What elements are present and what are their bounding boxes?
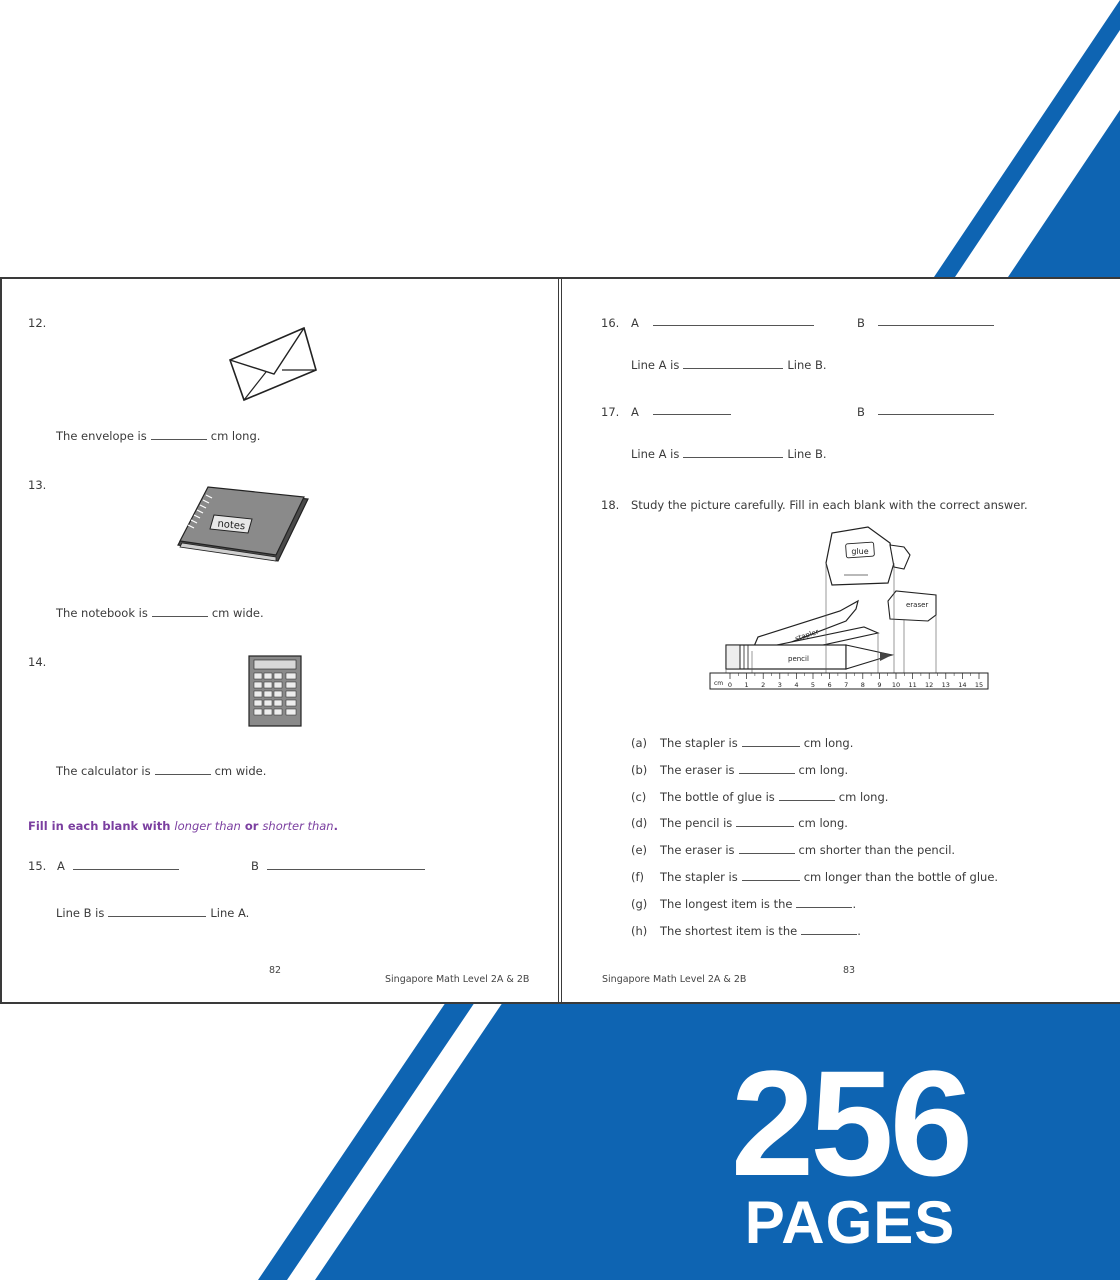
answer-label: (d) bbox=[631, 816, 648, 831]
page-count-number: 256 bbox=[730, 1039, 970, 1207]
q18-prompt: Study the picture carefully. Fill in each blank with the correct answer. bbox=[631, 498, 1028, 512]
q17-sentence bbox=[631, 447, 827, 461]
answer-label: (a) bbox=[631, 736, 648, 750]
ruler-tick-label: 4 bbox=[794, 681, 799, 689]
answer-text-a: The stapler is bbox=[660, 736, 738, 750]
answer-text-a: The bottle of glue is bbox=[660, 789, 775, 804]
q17-blank[interactable] bbox=[683, 448, 783, 458]
ruler-tick-label: 13 bbox=[941, 681, 950, 689]
answer-row bbox=[660, 736, 853, 750]
q15-line-b-label: B bbox=[251, 859, 259, 873]
q15-line-a-label: A bbox=[57, 859, 65, 873]
answer-blank[interactable] bbox=[739, 764, 795, 774]
ruler-tick-label: 5 bbox=[810, 681, 816, 689]
notebook-label: notes bbox=[216, 518, 246, 533]
q15-text-b: Line A. bbox=[210, 906, 250, 920]
question-number: 16. bbox=[601, 316, 620, 330]
answer-blank[interactable] bbox=[742, 737, 800, 747]
ruler-tick-label: 10 bbox=[891, 681, 901, 689]
question-number: 13. bbox=[28, 478, 47, 492]
left-page bbox=[0, 279, 559, 1002]
question-number: 12. bbox=[28, 316, 47, 330]
answer-text-b: cm longer than the bottle of glue. bbox=[803, 870, 999, 884]
ruler-tick-label: 2 bbox=[761, 681, 766, 689]
notebook-icon bbox=[174, 485, 310, 563]
instruction-text bbox=[28, 819, 338, 833]
ruler bbox=[710, 673, 988, 689]
instruction-part: or bbox=[240, 819, 263, 833]
q14-text-a: The calculator is bbox=[56, 764, 151, 778]
right-page bbox=[561, 279, 1120, 1002]
q16-line-b-label: B bbox=[857, 316, 865, 330]
q17-line-b-label: B bbox=[857, 405, 865, 419]
q12-sentence bbox=[56, 429, 260, 443]
q15-line-a bbox=[73, 869, 179, 870]
answer-label: (e) bbox=[631, 843, 648, 858]
q16-line-a bbox=[653, 325, 814, 326]
ruler-tick-label: 8 bbox=[860, 681, 865, 689]
ruler-tick-label: 9 bbox=[877, 681, 882, 689]
answer-blank[interactable] bbox=[739, 844, 795, 854]
ruler-tick-label: 1 bbox=[744, 681, 749, 689]
answer-label: (b) bbox=[631, 762, 648, 777]
answer-blank[interactable] bbox=[742, 871, 800, 881]
pencil-label: pencil bbox=[788, 655, 809, 663]
q12-blank[interactable] bbox=[151, 430, 207, 440]
q13-sentence bbox=[56, 606, 264, 620]
measurement-figure bbox=[708, 523, 992, 719]
question-number: 15. bbox=[28, 859, 47, 873]
q17-line-a-label: A bbox=[631, 405, 639, 419]
q15-blank[interactable] bbox=[108, 907, 206, 917]
calculator-icon bbox=[248, 655, 302, 727]
q15-sentence bbox=[56, 906, 249, 920]
pencil-icon bbox=[726, 645, 892, 669]
page-number: 83 bbox=[843, 965, 856, 976]
open-book-spread bbox=[0, 277, 1120, 1004]
answer-row bbox=[660, 816, 848, 830]
stapler-label: stapler bbox=[794, 627, 820, 643]
page-count-label: PAGES bbox=[744, 1189, 956, 1256]
question-number: 17. bbox=[601, 405, 620, 419]
page-number: 82 bbox=[269, 965, 282, 976]
instruction-shorter: shorter than bbox=[262, 819, 334, 833]
q15-line-b bbox=[267, 869, 425, 870]
q16-line-b bbox=[878, 325, 994, 326]
q16-sentence bbox=[631, 358, 827, 372]
q14-text-b: cm wide. bbox=[214, 764, 267, 778]
answer-label: (h) bbox=[631, 923, 648, 938]
instruction-longer: longer than bbox=[174, 819, 241, 833]
q14-sentence bbox=[56, 764, 266, 778]
answer-row bbox=[660, 790, 888, 804]
q16-text-b: Line B. bbox=[787, 358, 827, 372]
question-number: 14. bbox=[28, 655, 47, 669]
ruler-tick-label: 6 bbox=[827, 681, 832, 689]
answer-blank[interactable] bbox=[779, 791, 835, 801]
answer-text-b: . bbox=[852, 896, 857, 911]
q15-text-a: Line B is bbox=[56, 906, 105, 920]
answer-text-b: cm long. bbox=[838, 789, 889, 804]
answer-text-b: . bbox=[857, 923, 861, 938]
q13-blank[interactable] bbox=[152, 607, 208, 617]
answer-text-a: The pencil is bbox=[660, 816, 733, 831]
q17-text-a: Line A is bbox=[631, 447, 680, 461]
ruler-tick-label: 3 bbox=[777, 681, 782, 689]
instruction-part: Fill in each blank with bbox=[28, 819, 175, 833]
answer-blank[interactable] bbox=[736, 817, 794, 827]
ruler-tick-label: 14 bbox=[958, 681, 967, 689]
q17-text-b: Line B. bbox=[787, 447, 827, 461]
answer-text-a: The eraser is bbox=[660, 762, 735, 777]
eraser-icon bbox=[888, 591, 936, 621]
ruler-tick-label: 15 bbox=[974, 681, 984, 689]
answer-label: (g) bbox=[631, 896, 648, 911]
instruction-part: . bbox=[333, 819, 338, 833]
answer-row bbox=[660, 763, 848, 777]
q13-text-b: cm wide. bbox=[211, 606, 264, 620]
question-number: 18. bbox=[601, 498, 620, 512]
answer-text-a: The longest item is the bbox=[660, 896, 793, 911]
answer-text-b: cm long. bbox=[798, 816, 848, 831]
answer-row bbox=[660, 924, 861, 938]
glue-label: glue bbox=[851, 547, 869, 556]
answer-row bbox=[660, 870, 998, 884]
q12-text-b: cm long. bbox=[210, 429, 261, 443]
ruler-tick-label: 7 bbox=[844, 681, 849, 689]
answer-text-b: cm shorter than the pencil. bbox=[798, 843, 956, 858]
answer-label: (f) bbox=[631, 870, 645, 884]
page-footer: Singapore Math Level 2A & 2B bbox=[385, 974, 530, 985]
q16-blank[interactable] bbox=[683, 359, 783, 369]
eraser-label: eraser bbox=[906, 601, 929, 609]
answer-blank[interactable] bbox=[801, 925, 857, 935]
ruler-tick-label: 0 bbox=[727, 681, 733, 689]
q13-text-a: The notebook is bbox=[56, 606, 148, 620]
ruler-unit: cm bbox=[714, 680, 724, 687]
answer-blank[interactable] bbox=[796, 898, 852, 908]
answer-text-a: The stapler is bbox=[660, 870, 738, 884]
envelope-icon bbox=[224, 324, 320, 402]
q17-line-a bbox=[653, 414, 731, 415]
q16-line-a-label: A bbox=[631, 316, 639, 330]
q14-blank[interactable] bbox=[155, 765, 211, 775]
page-footer: Singapore Math Level 2A & 2B bbox=[602, 974, 747, 985]
answer-row bbox=[660, 897, 856, 911]
answer-label: (c) bbox=[631, 789, 647, 804]
answer-text-b: cm long. bbox=[803, 736, 854, 750]
answer-text-a: The eraser is bbox=[660, 843, 735, 858]
q12-text-a: The envelope is bbox=[56, 429, 147, 443]
q17-line-b bbox=[878, 414, 994, 415]
ruler-tick-label: 11 bbox=[908, 681, 917, 689]
answer-row bbox=[660, 843, 955, 857]
answer-text-b: cm long. bbox=[798, 762, 849, 777]
ruler-tick-label: 12 bbox=[925, 681, 934, 689]
glue-bottle-icon bbox=[826, 527, 910, 585]
q16-text-a: Line A is bbox=[631, 358, 680, 372]
stripe-wide-top bbox=[1006, 110, 1120, 280]
answer-text-a: The shortest item is the bbox=[660, 923, 798, 938]
